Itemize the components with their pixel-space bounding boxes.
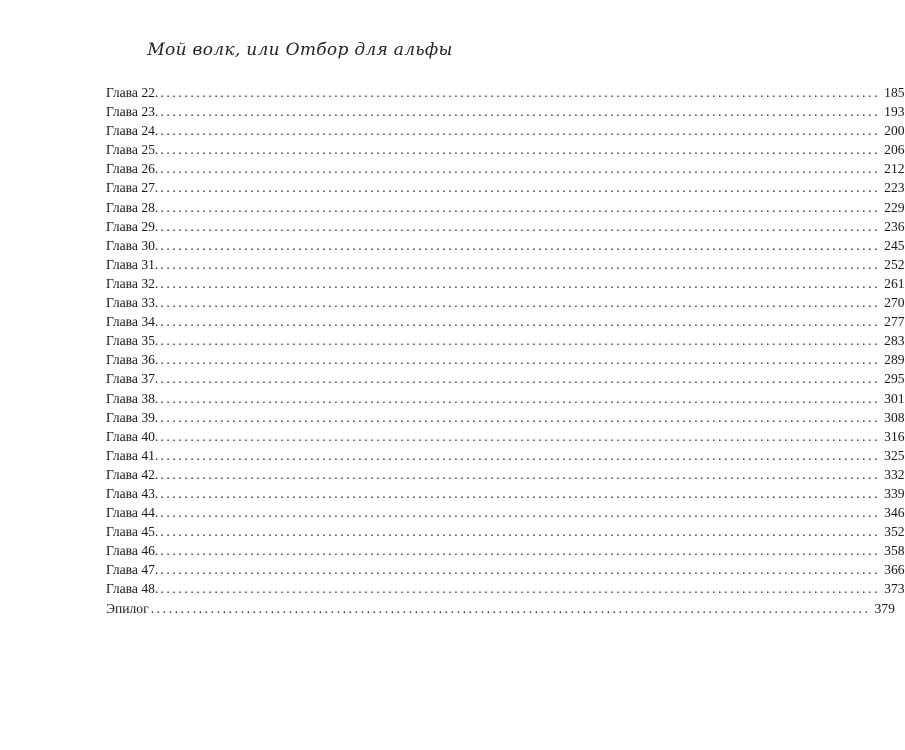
running-head-title: Мой волк, или Отбор для альфы (147, 40, 453, 60)
toc-entry-page-number: 346 (884, 505, 905, 521)
dot-leader: ........................................................................................................................ (160, 85, 881, 100)
dot-leader: ........................................................................................................................ (160, 505, 881, 521)
toc-entry (106, 236, 905, 255)
toc-entry-label: Глава 25. (106, 142, 159, 158)
toc-entry-page-number: 200 (884, 123, 905, 139)
dot-leader: ........................................................................................................................ (160, 180, 881, 196)
toc-entry-label: Глава 48. (106, 581, 159, 597)
toc-entry-page-number: 206 (884, 142, 905, 158)
toc-entry-label: Глава 41. (106, 447, 159, 463)
toc-entry (106, 350, 905, 369)
toc-entry-page-number: 316 (884, 428, 905, 444)
toc-entry-page-number: 193 (884, 104, 905, 120)
toc-entry-page-number: 339 (884, 485, 905, 501)
toc-entry (106, 159, 905, 178)
toc-entry-label: Глава 22. (106, 85, 159, 100)
toc-entry-page-number: 373 (884, 581, 905, 597)
toc-entry-page-number: 277 (884, 314, 905, 330)
toc-entry-label: Глава 35. (106, 333, 159, 349)
toc-entry (106, 198, 905, 217)
toc-entry (106, 484, 905, 503)
toc-entry (106, 369, 905, 388)
dot-leader: ........................................................................................................................ (160, 104, 881, 120)
toc-entry-label: Глава 47. (106, 562, 159, 578)
toc-entry-label: Глава 33. (106, 295, 159, 311)
dot-leader: ........................................................................................................................ (160, 562, 881, 578)
toc-entry-label: Глава 36. (106, 352, 159, 368)
toc-entry (106, 331, 905, 350)
toc-entry (106, 541, 905, 560)
toc-entry-page-number: 366 (884, 562, 905, 578)
toc-entry-page-number: 352 (884, 524, 905, 540)
toc-entry-label: Глава 45. (106, 524, 159, 540)
dot-leader: ........................................................................................................................ (160, 409, 881, 425)
toc-entry (106, 522, 905, 541)
toc-entry-label: Глава 37. (106, 371, 159, 387)
toc-entry-page-number: 229 (884, 199, 905, 215)
toc-entry-label: Глава 26. (106, 161, 159, 177)
toc-entry-label: Глава 43. (106, 485, 159, 501)
toc-entry-label: Глава 32. (106, 275, 159, 291)
toc-entry-label: Глава 34. (106, 314, 159, 330)
dot-leader: ........................................................................................................................ (160, 314, 881, 330)
dot-leader: ........................................................................................................................ (160, 390, 881, 406)
dot-leader: ........................................................................................................................ (160, 524, 881, 540)
dot-leader: ........................................................................................................................ (160, 352, 881, 368)
toc-entry (106, 560, 905, 579)
dot-leader: ........................................................................................................................ (160, 295, 881, 311)
dot-leader: ........................................................................................................................ (160, 543, 881, 559)
toc-entry-page-number: 325 (884, 447, 905, 463)
toc-entry-label: Глава 23. (106, 104, 159, 120)
toc-entry-label: Глава 30. (106, 237, 159, 253)
toc-entry (106, 389, 905, 408)
toc-entry (106, 274, 905, 293)
toc-entry-label: Глава 27. (106, 180, 159, 196)
toc-entry-label: Глава 31. (106, 256, 159, 272)
dot-leader: ........................................................................................................................ (160, 218, 881, 234)
toc-entry (106, 446, 905, 465)
toc-entry (106, 599, 895, 618)
toc-entry-label: Глава 42. (106, 466, 159, 482)
toc-entry-page-number: 212 (884, 161, 905, 177)
toc-entry-page-number: 332 (884, 466, 905, 482)
dot-leader: ........................................................................................................................ (160, 142, 881, 158)
dot-leader: ........................................................................................................................ (160, 466, 881, 482)
dot-leader: ........................................................................................................................ (160, 581, 881, 597)
dot-leader: ........................................................................................................................ (160, 161, 881, 177)
toc-entry-page-number: 379 (874, 600, 895, 616)
toc-entry (106, 102, 905, 121)
toc-entry (106, 293, 905, 312)
dot-leader: ........................................................................................................................ (160, 447, 881, 463)
dot-leader: ........................................................................................................................ (160, 371, 881, 387)
toc-entry-page-number: 289 (884, 352, 905, 368)
toc-entry-page-number: 270 (884, 295, 905, 311)
toc-entry (106, 579, 905, 598)
toc-entry (106, 312, 905, 331)
toc-entry-page-number: 295 (884, 371, 905, 387)
toc-entry-page-number: 261 (884, 275, 905, 291)
toc-entry (106, 503, 905, 522)
dot-leader: ........................................................................................................................ (160, 275, 881, 291)
toc-entry (106, 408, 905, 427)
toc-entry-page-number: 245 (884, 237, 905, 253)
toc-entry (106, 255, 905, 274)
toc-entry-page-number: 236 (884, 218, 905, 234)
dot-leader: ........................................................................................................................ (160, 123, 881, 139)
toc-entry-page-number: 223 (884, 180, 905, 196)
dot-leader: ........................................................................................................................ (160, 485, 881, 501)
toc-entry (106, 427, 905, 446)
toc-entry-label: Глава 39. (106, 409, 159, 425)
toc-entry-label: Глава 29. (106, 218, 159, 234)
toc-entry-label: Глава 44. (106, 505, 159, 521)
toc-entry (106, 465, 905, 484)
dot-leader: ........................................................................................................................ (150, 600, 871, 616)
toc-entry (106, 217, 905, 236)
toc-entry (106, 178, 905, 197)
dot-leader: ........................................................................................................................ (160, 237, 881, 253)
toc-entry-label: Глава 24. (106, 123, 159, 139)
toc-entry-page-number: 308 (884, 409, 905, 425)
toc-entry-label: Глава 38. (106, 390, 159, 406)
toc-entry-label: Глава 28. (106, 199, 159, 215)
toc-entry-page-number: 283 (884, 333, 905, 349)
toc-entry (106, 140, 905, 159)
toc-entry (106, 83, 905, 102)
toc-entry-label: Глава 40. (106, 428, 159, 444)
toc-entry-label: Эпилог (106, 600, 149, 616)
dot-leader: ........................................................................................................................ (160, 333, 881, 349)
dot-leader: ........................................................................................................................ (160, 428, 881, 444)
dot-leader: ........................................................................................................................ (160, 199, 881, 215)
toc-entry-page-number: 252 (884, 256, 905, 272)
dot-leader: ........................................................................................................................ (160, 256, 881, 272)
toc-entry-page-number: 358 (884, 543, 905, 559)
toc-entry (106, 121, 905, 140)
toc-entry-page-number: 301 (884, 390, 905, 406)
toc-entry-page-number: 185 (884, 85, 905, 100)
table-of-contents (106, 83, 905, 618)
toc-entry-label: Глава 46. (106, 543, 159, 559)
